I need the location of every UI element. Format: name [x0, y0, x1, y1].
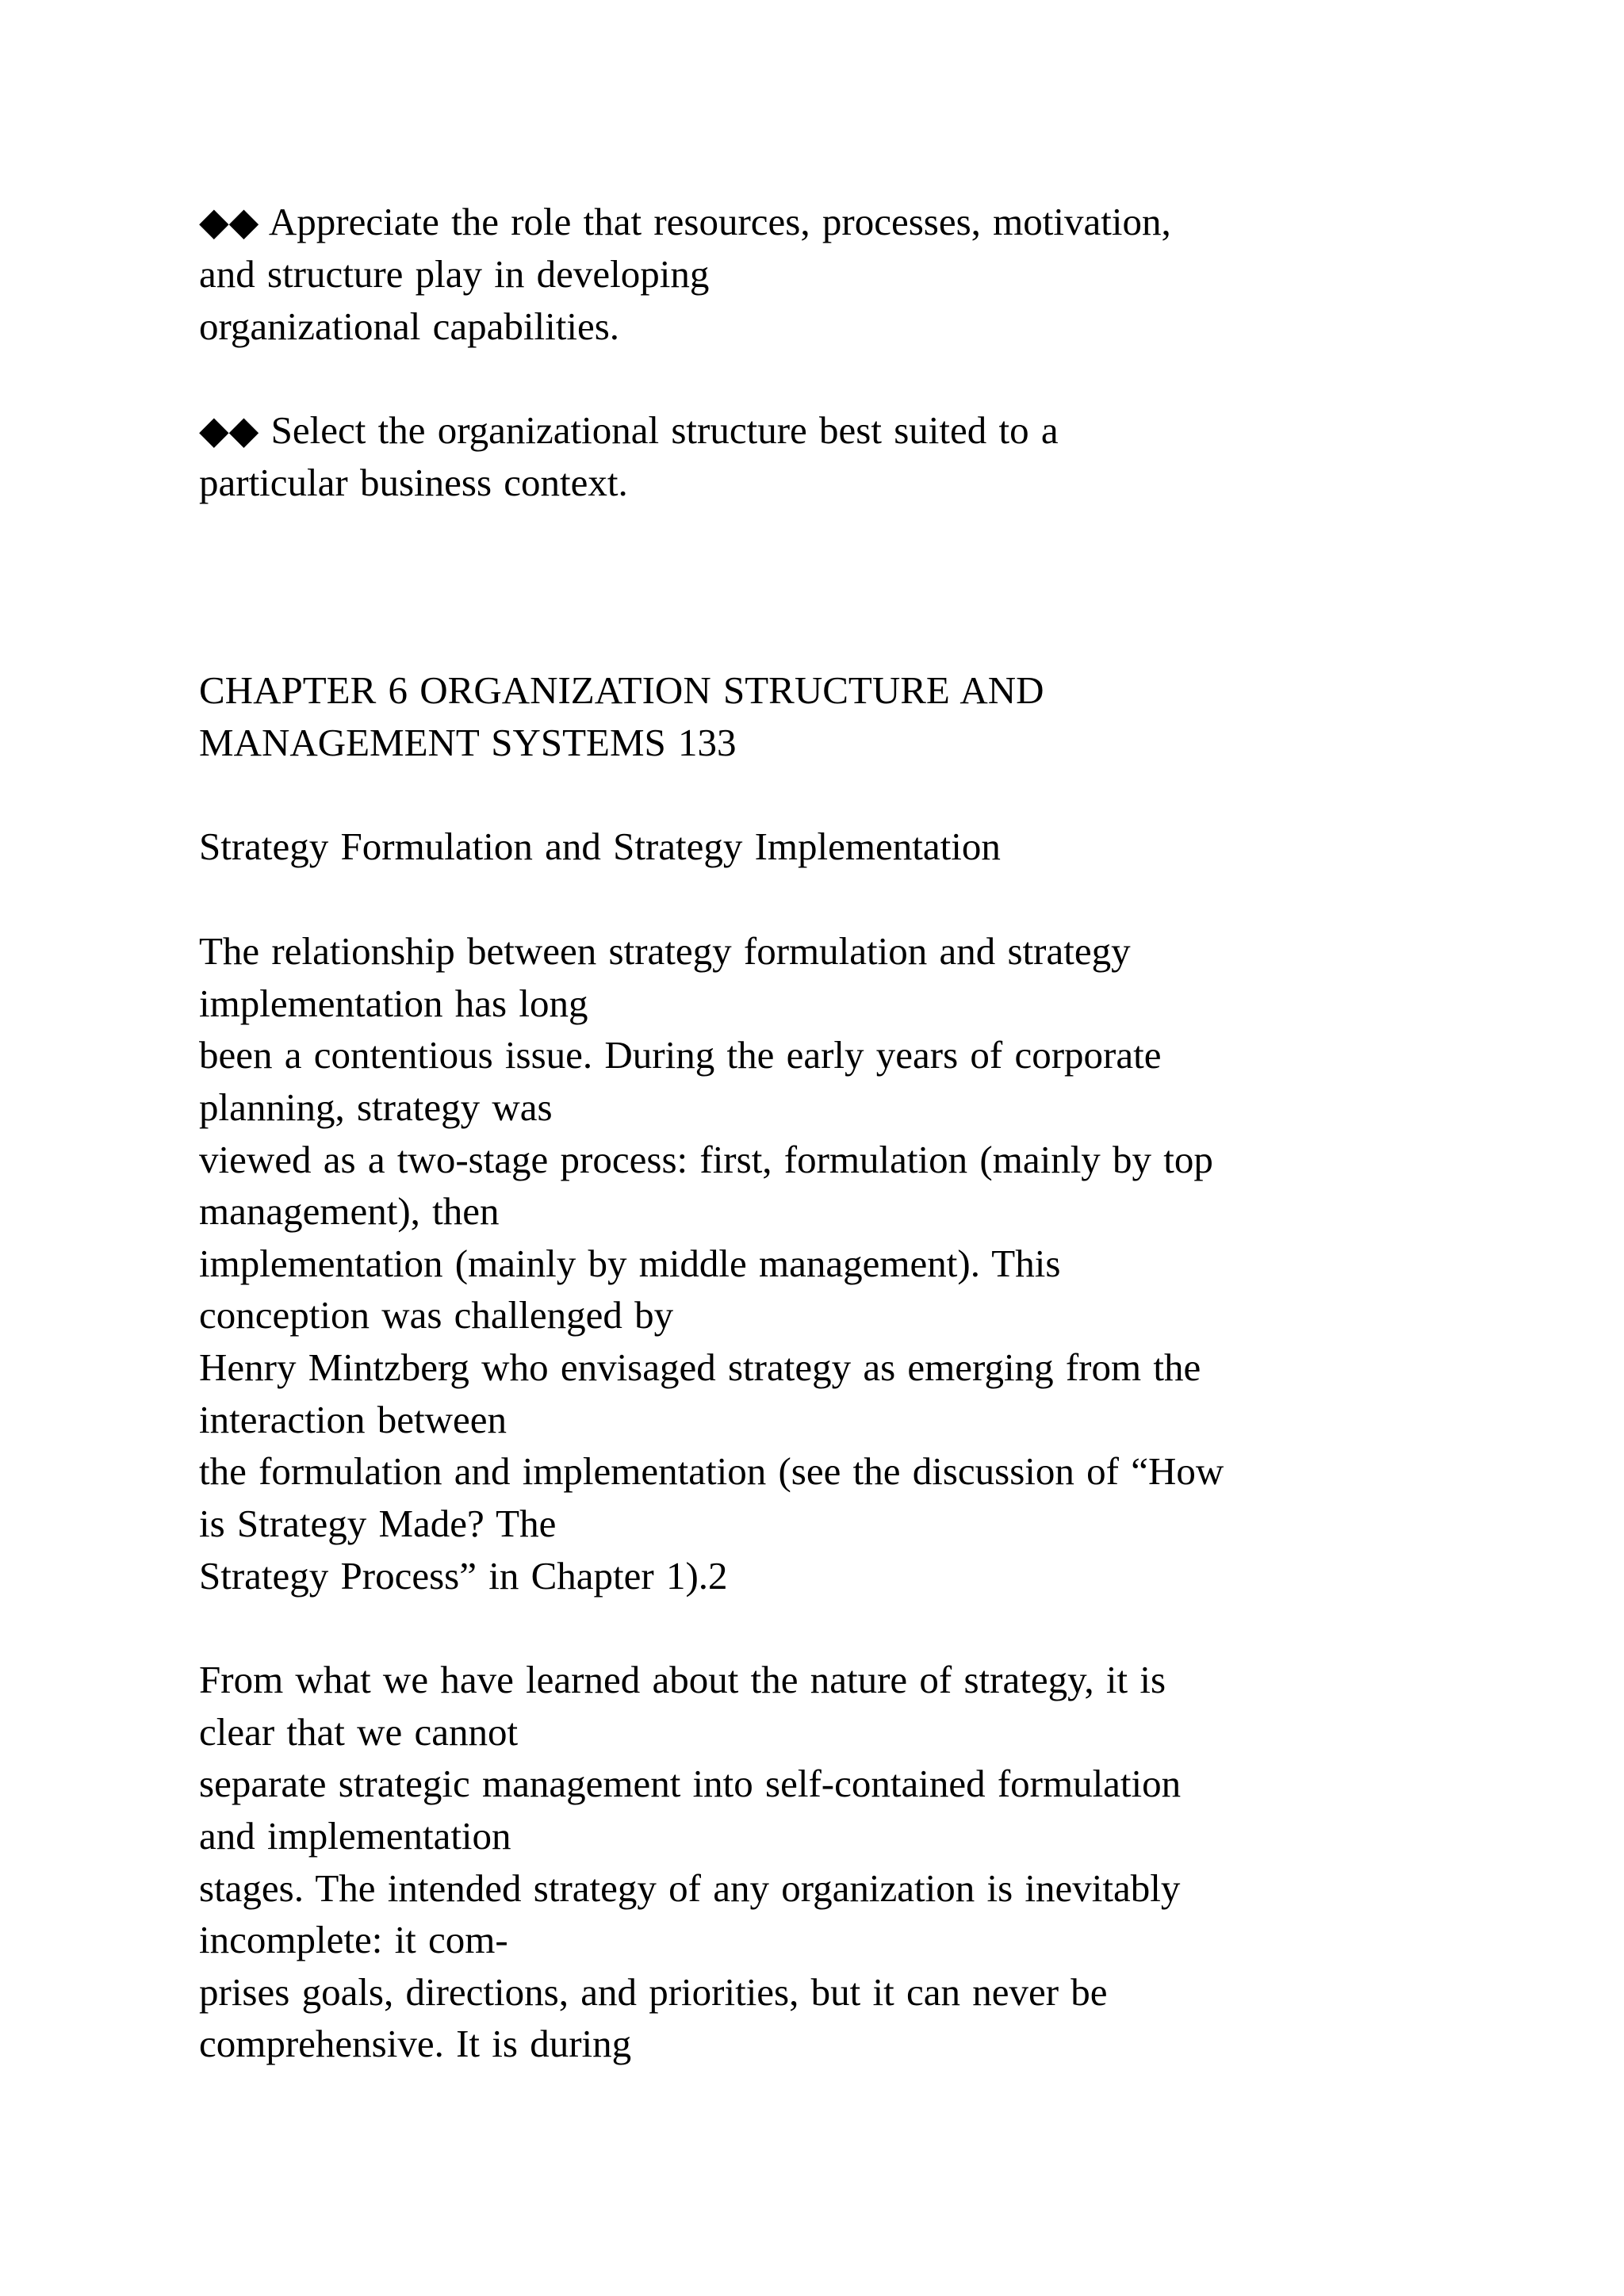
text-line: management), then	[199, 1189, 500, 1233]
text-line: Strategy Formulation and Strategy Implementation	[199, 825, 1001, 868]
text-line: implementation (mainly by middle management). This	[199, 1242, 1061, 1285]
text-line: organizational capabilities.	[199, 304, 620, 348]
text-line: stages. The intended strategy of any organization is inevitably	[199, 1866, 1181, 1910]
text-line: From what we have learned about the nature of strategy, it is	[199, 1658, 1166, 1701]
text-line: MANAGEMENT SYSTEMS 133	[199, 721, 737, 764]
text-line: separate strategic management into self-contained formulation	[199, 1762, 1182, 1805]
text-line: particular business context.	[199, 461, 628, 504]
text-line: prises goals, directions, and priorities, but it can never be	[199, 1970, 1108, 2014]
text-line: CHAPTER 6 ORGANIZATION STRUCTURE AND	[199, 668, 1044, 712]
text-line: and implementation	[199, 1814, 511, 1858]
text-line: and structure play in developing	[199, 252, 710, 296]
text-line: Strategy Process” in Chapter 1).2	[199, 1554, 728, 1598]
text-line: the formulation and implementation (see the discussion of “How	[199, 1449, 1224, 1493]
text-line: ◆◆ Appreciate the role that resources, processes, motivation,	[199, 200, 1171, 243]
text-line: been a contentious issue. During the early years of corporate	[199, 1033, 1162, 1077]
text-line: The relationship between strategy formulation and strategy	[199, 929, 1131, 973]
text-line: planning, strategy was	[199, 1085, 553, 1129]
text-line: incomplete: it com-	[199, 1918, 508, 1961]
text-line: interaction between	[199, 1398, 508, 1441]
text-line: comprehensive. It is during	[199, 2022, 632, 2065]
text-line: ◆◆ Select the organizational structure best suited to a	[199, 408, 1059, 452]
text-line: implementation has long	[199, 982, 588, 1025]
text-line: conception was challenged by	[199, 1293, 674, 1337]
text-line: clear that we cannot	[199, 1710, 519, 1754]
text-line: is Strategy Made? The	[199, 1502, 557, 1545]
text-line: viewed as a two-stage process: first, formulation (mainly by top	[199, 1138, 1213, 1181]
text-line: Henry Mintzberg who envisaged strategy as emerging from the	[199, 1345, 1201, 1389]
